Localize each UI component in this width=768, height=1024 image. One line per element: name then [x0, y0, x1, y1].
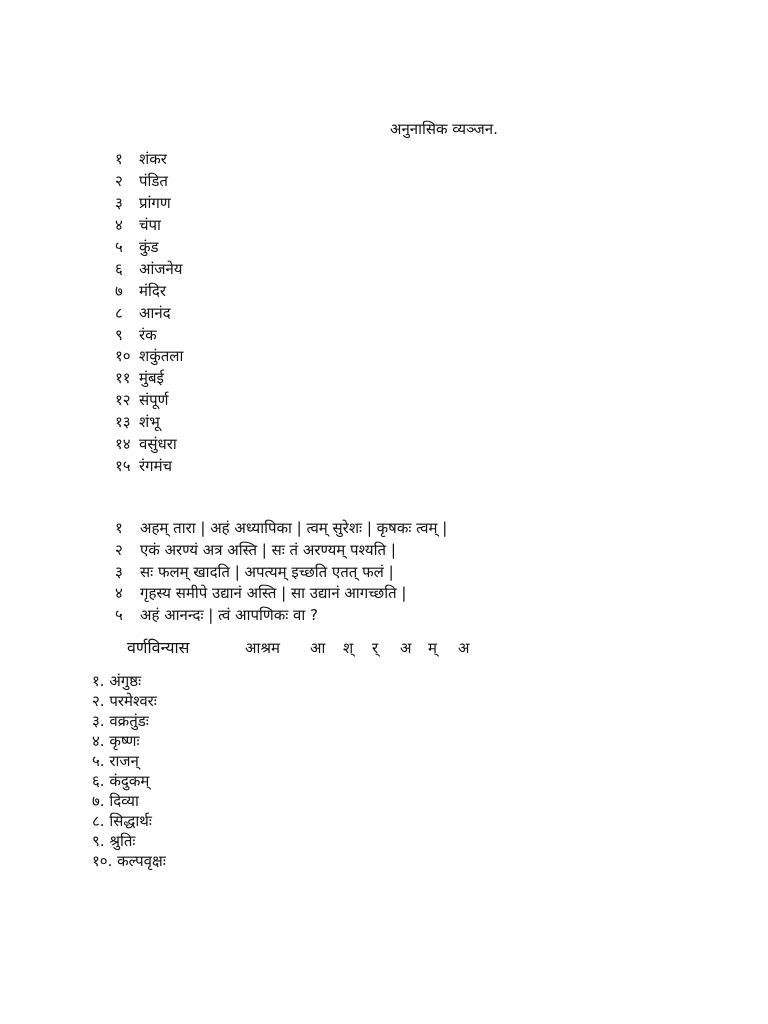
list-item: २ पंडित: [115, 172, 168, 190]
list-item: ८. सिद्धार्थः: [92, 812, 152, 830]
varnavinyas-part: आ: [310, 639, 326, 657]
varnavinyas-part: अ: [458, 639, 470, 657]
list-item: १. अंगुष्ठः: [92, 672, 142, 690]
list-item: ३. वक्रतुंडः: [92, 712, 149, 730]
list-item: ६. कंदुकम्: [92, 772, 150, 790]
varnavinyas-part: श्: [343, 639, 354, 657]
list-item: ६ आंजनेय: [115, 260, 183, 278]
list-item: १ अहम् तारा | अहं अध्यापिका | त्वम् सुरेशः | कृषकः त्वम् |: [115, 519, 448, 537]
varnavinyas-part: म्: [428, 639, 437, 657]
list-item: ३ प्रांगण: [115, 194, 171, 212]
list-item: ९. श्रुतिः: [92, 832, 136, 850]
list-item: ७. दिव्या: [92, 792, 139, 810]
list-item: १४ वसुंधरा: [115, 435, 177, 453]
list-item: ४ गृहस्य समीपे उद्यानं अस्ति | सा उद्यानं आगच्छति |: [115, 584, 407, 602]
list-item: ५. राजन्: [92, 752, 139, 770]
list-item: १०. कल्पवृक्षः: [92, 852, 166, 870]
list-item: २ एकं अरण्यं अत्र अस्ति | सः तं अरण्यम् पश्यति |: [115, 541, 396, 559]
list-item: ५ कुंड: [115, 238, 159, 256]
list-item: ७ मंदिर: [115, 282, 166, 300]
list-item: २. परमेश्वरः: [92, 692, 157, 710]
varnavinyas-part: र्: [372, 639, 379, 657]
varnavinyas-example: आश्रम: [245, 639, 280, 657]
list-item: ८ आनंद: [115, 304, 171, 322]
list-item: १ शंकर: [115, 150, 167, 168]
list-item: ५ अहं आनन्दः | त्वं आपणिकः वा ?: [115, 606, 319, 624]
varnavinyas-label: वर्णविन्यास: [127, 638, 190, 657]
page-title: अनुनासिक व्यञ्जन.: [390, 120, 498, 138]
list-item: ४ चंपा: [115, 216, 161, 234]
list-item: ११ मुंबई: [115, 369, 164, 387]
list-item: ४. कृष्णः: [92, 732, 140, 750]
list-item: १० शकुंतला: [115, 347, 184, 365]
list-item: १३ शंभू: [115, 413, 160, 431]
list-item: ९ रंक: [115, 326, 157, 344]
list-item: १५ रंगमंच: [115, 457, 173, 475]
list-item: १२ संपूर्ण: [115, 391, 169, 409]
list-item: ३ सः फलम् खादति | अपत्यम् इच्छति एतत् फलं |: [115, 563, 394, 581]
varnavinyas-part: अ: [400, 639, 412, 657]
